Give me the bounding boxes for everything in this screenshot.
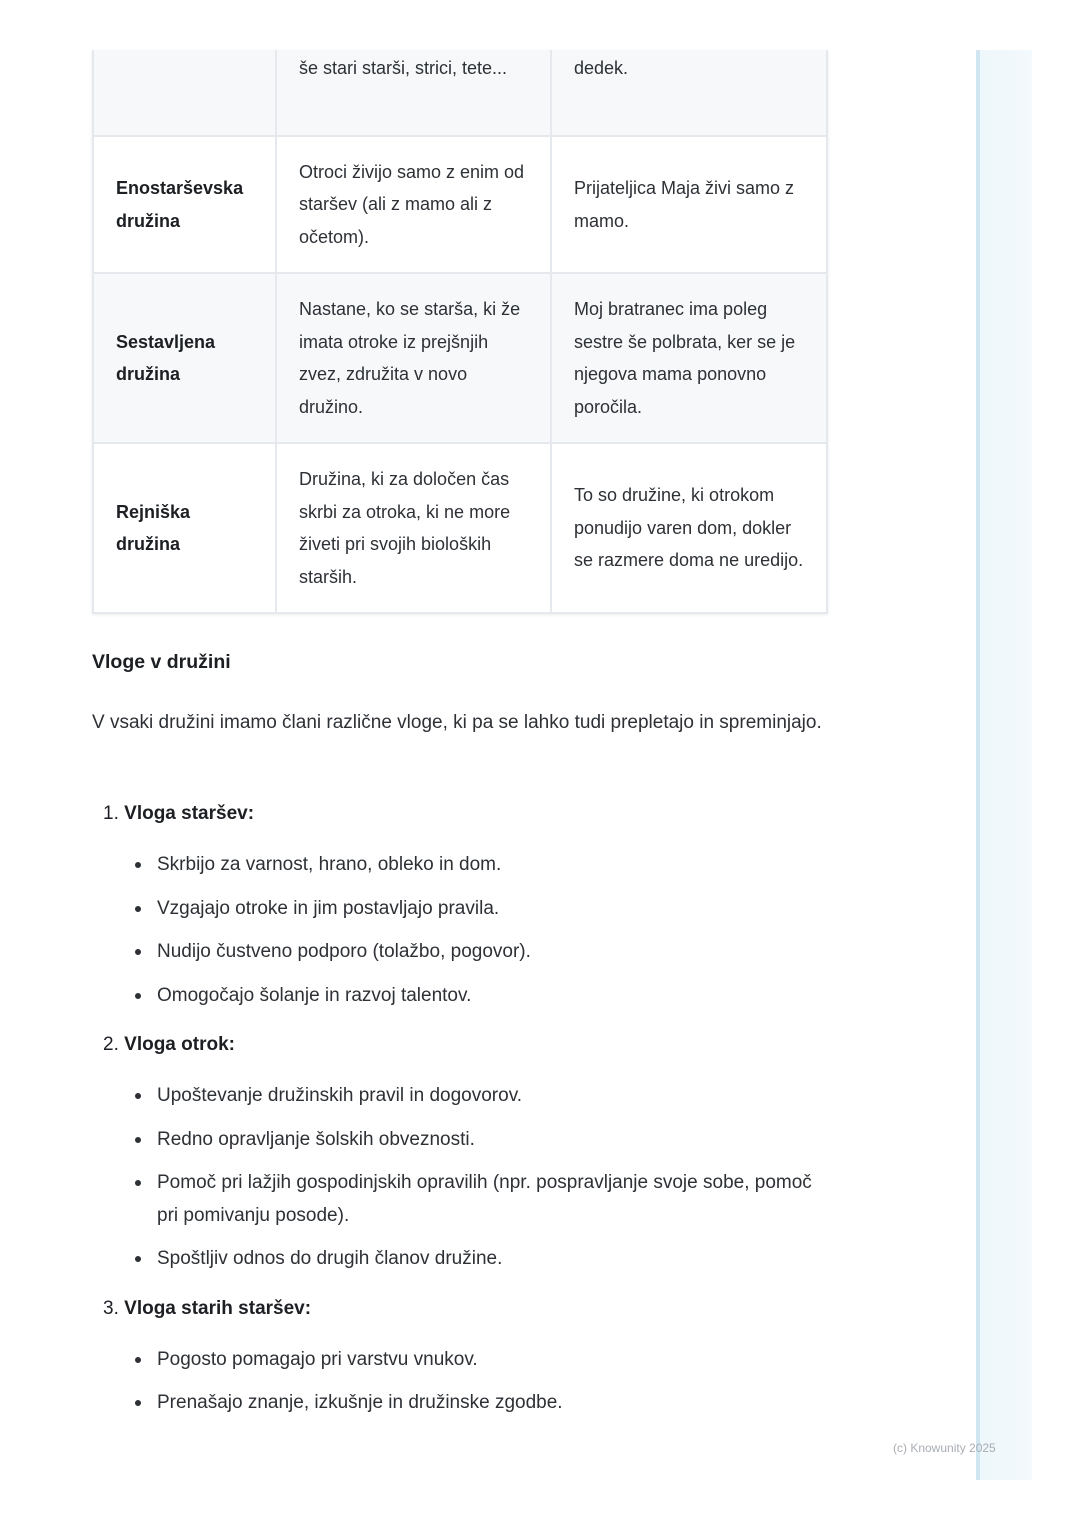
role-number: 1. [103,803,119,824]
watermark: (c) Knowunity 2025 [893,1441,996,1455]
list-item: Nudijo čustveno podporo (tolažbo, pogovor). [157,936,832,969]
example-cell: dedek. [551,50,827,136]
sidebar-strip [976,50,1032,1480]
list-item: Pogosto pomagajo pri varstvu vnukov. [157,1344,832,1377]
role-bullets [157,1344,832,1420]
section-heading: Vloge v družini [92,651,231,673]
table-row [93,273,827,443]
list-item: Omogočajo šolanje in razvoj talentov. [157,980,832,1013]
role-number: 2. [103,1034,119,1055]
role-title [92,1026,832,1064]
list-item: Upoštevanje družinskih pravil in dogovorov. [157,1080,832,1113]
role-bullets [157,1080,832,1276]
list-item: Vzgajajo otroke in jim postavljajo pravila. [157,893,832,926]
role-number: 3. [103,1297,119,1319]
list-item: Pomoč pri lažjih gospodinjskih opravilih (npr. pospravljanje svoje sobe, pomoč pri pomivanju posode). [157,1167,832,1232]
example-cell: To so družine, ki otrokom ponudijo varen dom, dokler se razmere doma ne uredijo. [551,443,827,613]
role-title-text: Vloga otrok: [124,1034,235,1055]
list-item: Spoštljiv odnos do drugih članov družine. [157,1243,832,1276]
role-title-text: Vloga starih staršev: [124,1297,312,1319]
family-types-table [92,50,828,614]
family-type-cell: Rejniška družina [93,443,276,613]
role-title [92,1290,832,1328]
family-type-cell: Enostarševska družina [93,136,276,273]
definition-cell: Družina, ki za določen čas skrbi za otroka, ki ne more živeti pri svojih bioloških starših. [276,443,551,613]
family-type-cell: Sestavljena družina [93,273,276,443]
example-cell: Moj bratranec ima poleg sestre še polbrata, ker se je njegova mama ponovno poročila. [551,273,827,443]
definition-cell: Otroci živijo samo z enim od staršev (ali z mamo ali z očetom). [276,136,551,273]
family-type-cell [93,50,276,136]
definition-cell: Nastane, ko se starša, ki že imata otroke iz prejšnjih zvez, združita v novo družino. [276,273,551,443]
roles-list [92,795,832,1431]
table-row [93,443,827,613]
list-item: Prenašajo znanje, izkušnje in družinske zgodbe. [157,1387,832,1420]
example-cell: Prijateljica Maja živi samo z mamo. [551,136,827,273]
table-row [93,136,827,273]
intro-paragraph: V vsaki družini imamo člani različne vloge, ki pa se lahko tudi prepletajo in spreminjajo. [92,712,822,733]
list-item: Redno opravljanje šolskih obveznosti. [157,1124,832,1157]
role-title-text: Vloga staršev: [124,803,255,824]
role-bullets [157,849,832,1012]
role-title [92,795,832,833]
list-item: Skrbijo za varnost, hrano, obleko in dom. [157,849,832,882]
table-row [93,50,827,136]
definition-cell: še stari starši, strici, tete... [276,50,551,136]
